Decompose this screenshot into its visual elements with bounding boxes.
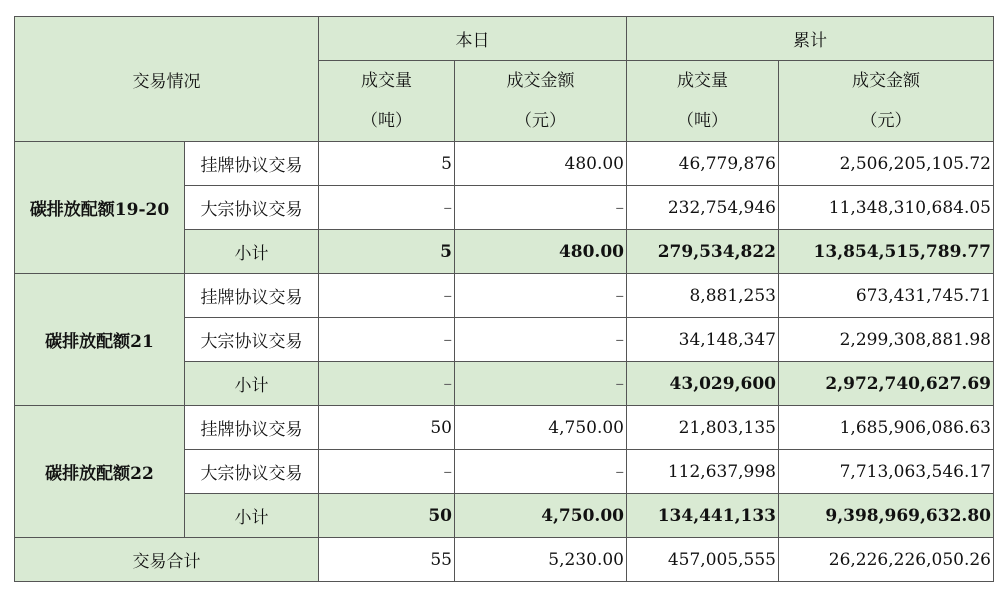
day-amount: 4,750.00 (455, 406, 627, 450)
day-amount: 480.00 (455, 142, 627, 186)
group-name: 碳排放配额21 (15, 274, 185, 406)
cum-volume: 21,803,135 (627, 406, 779, 450)
cum-amount: 1,685,906,086.63 (779, 406, 994, 450)
header-cumulative: 累计 (627, 17, 994, 61)
amount-unit: （元） (515, 111, 566, 131)
table-row (15, 274, 994, 318)
group-name: 碳排放配额19-20 (15, 142, 185, 274)
cum-volume: 134,441,133 (627, 494, 779, 538)
volume-unit: （吨） (361, 111, 412, 131)
day-volume: – (319, 274, 455, 318)
subtotal-label: 小计 (185, 230, 319, 274)
cum-amount: 9,398,969,632.80 (779, 494, 994, 538)
header-title: 交易情况 (15, 17, 319, 142)
day-volume: – (319, 318, 455, 362)
subtotal-label: 小计 (185, 362, 319, 406)
day-amount: – (455, 362, 627, 406)
day-volume: 5 (319, 230, 455, 274)
trade-type: 大宗协议交易 (185, 186, 319, 230)
day-volume: – (319, 362, 455, 406)
amount-label: 成交金额 (506, 71, 575, 91)
trade-type: 挂牌协议交易 (185, 142, 319, 186)
cum-volume: 34,148,347 (627, 318, 779, 362)
total-cum-amount: 26,226,226,050.26 (779, 538, 994, 582)
header-today: 本日 (319, 17, 627, 61)
header-today-amount (455, 61, 627, 142)
total-label: 交易合计 (15, 538, 319, 582)
trade-type: 挂牌协议交易 (185, 274, 319, 318)
day-volume: 50 (319, 406, 455, 450)
day-amount: 480.00 (455, 230, 627, 274)
cum-amount: 11,348,310,684.05 (779, 186, 994, 230)
cum-amount: 2,506,205,105.72 (779, 142, 994, 186)
cum-amount: 13,854,515,789.77 (779, 230, 994, 274)
amount-label: 成交金额 (852, 71, 920, 91)
volume-label: 成交量 (677, 71, 728, 91)
cum-volume: 43,029,600 (627, 362, 779, 406)
cum-volume: 8,881,253 (627, 274, 779, 318)
trading-summary-table (14, 16, 994, 582)
table-row (15, 406, 994, 450)
cum-volume: 279,534,822 (627, 230, 779, 274)
cum-amount: 673,431,745.71 (779, 274, 994, 318)
total-day-volume: 55 (319, 538, 455, 582)
total-day-amount: 5,230.00 (455, 538, 627, 582)
volume-label: 成交量 (361, 71, 412, 91)
table-row (15, 142, 994, 186)
group-name: 碳排放配额22 (15, 406, 185, 538)
trade-type: 大宗协议交易 (185, 450, 319, 494)
cum-volume: 112,637,998 (627, 450, 779, 494)
cum-volume: 232,754,946 (627, 186, 779, 230)
day-volume: 50 (319, 494, 455, 538)
header-cum-volume (627, 61, 779, 142)
cum-volume: 46,779,876 (627, 142, 779, 186)
day-amount: 4,750.00 (455, 494, 627, 538)
cum-amount: 2,299,308,881.98 (779, 318, 994, 362)
header-row-1 (15, 17, 994, 61)
cum-amount: 7,713,063,546.17 (779, 450, 994, 494)
day-volume: – (319, 186, 455, 230)
day-amount: – (455, 318, 627, 362)
day-volume: 5 (319, 142, 455, 186)
amount-unit: （元） (860, 111, 912, 131)
day-volume: – (319, 450, 455, 494)
trade-type: 大宗协议交易 (185, 318, 319, 362)
volume-unit: （吨） (677, 111, 728, 131)
total-cum-volume: 457,005,555 (627, 538, 779, 582)
day-amount: – (455, 274, 627, 318)
header-cum-amount (779, 61, 994, 142)
subtotal-label: 小计 (185, 494, 319, 538)
trade-type: 挂牌协议交易 (185, 406, 319, 450)
cum-amount: 2,972,740,627.69 (779, 362, 994, 406)
day-amount: – (455, 186, 627, 230)
day-amount: – (455, 450, 627, 494)
total-row (15, 538, 994, 582)
header-today-volume (319, 61, 455, 142)
